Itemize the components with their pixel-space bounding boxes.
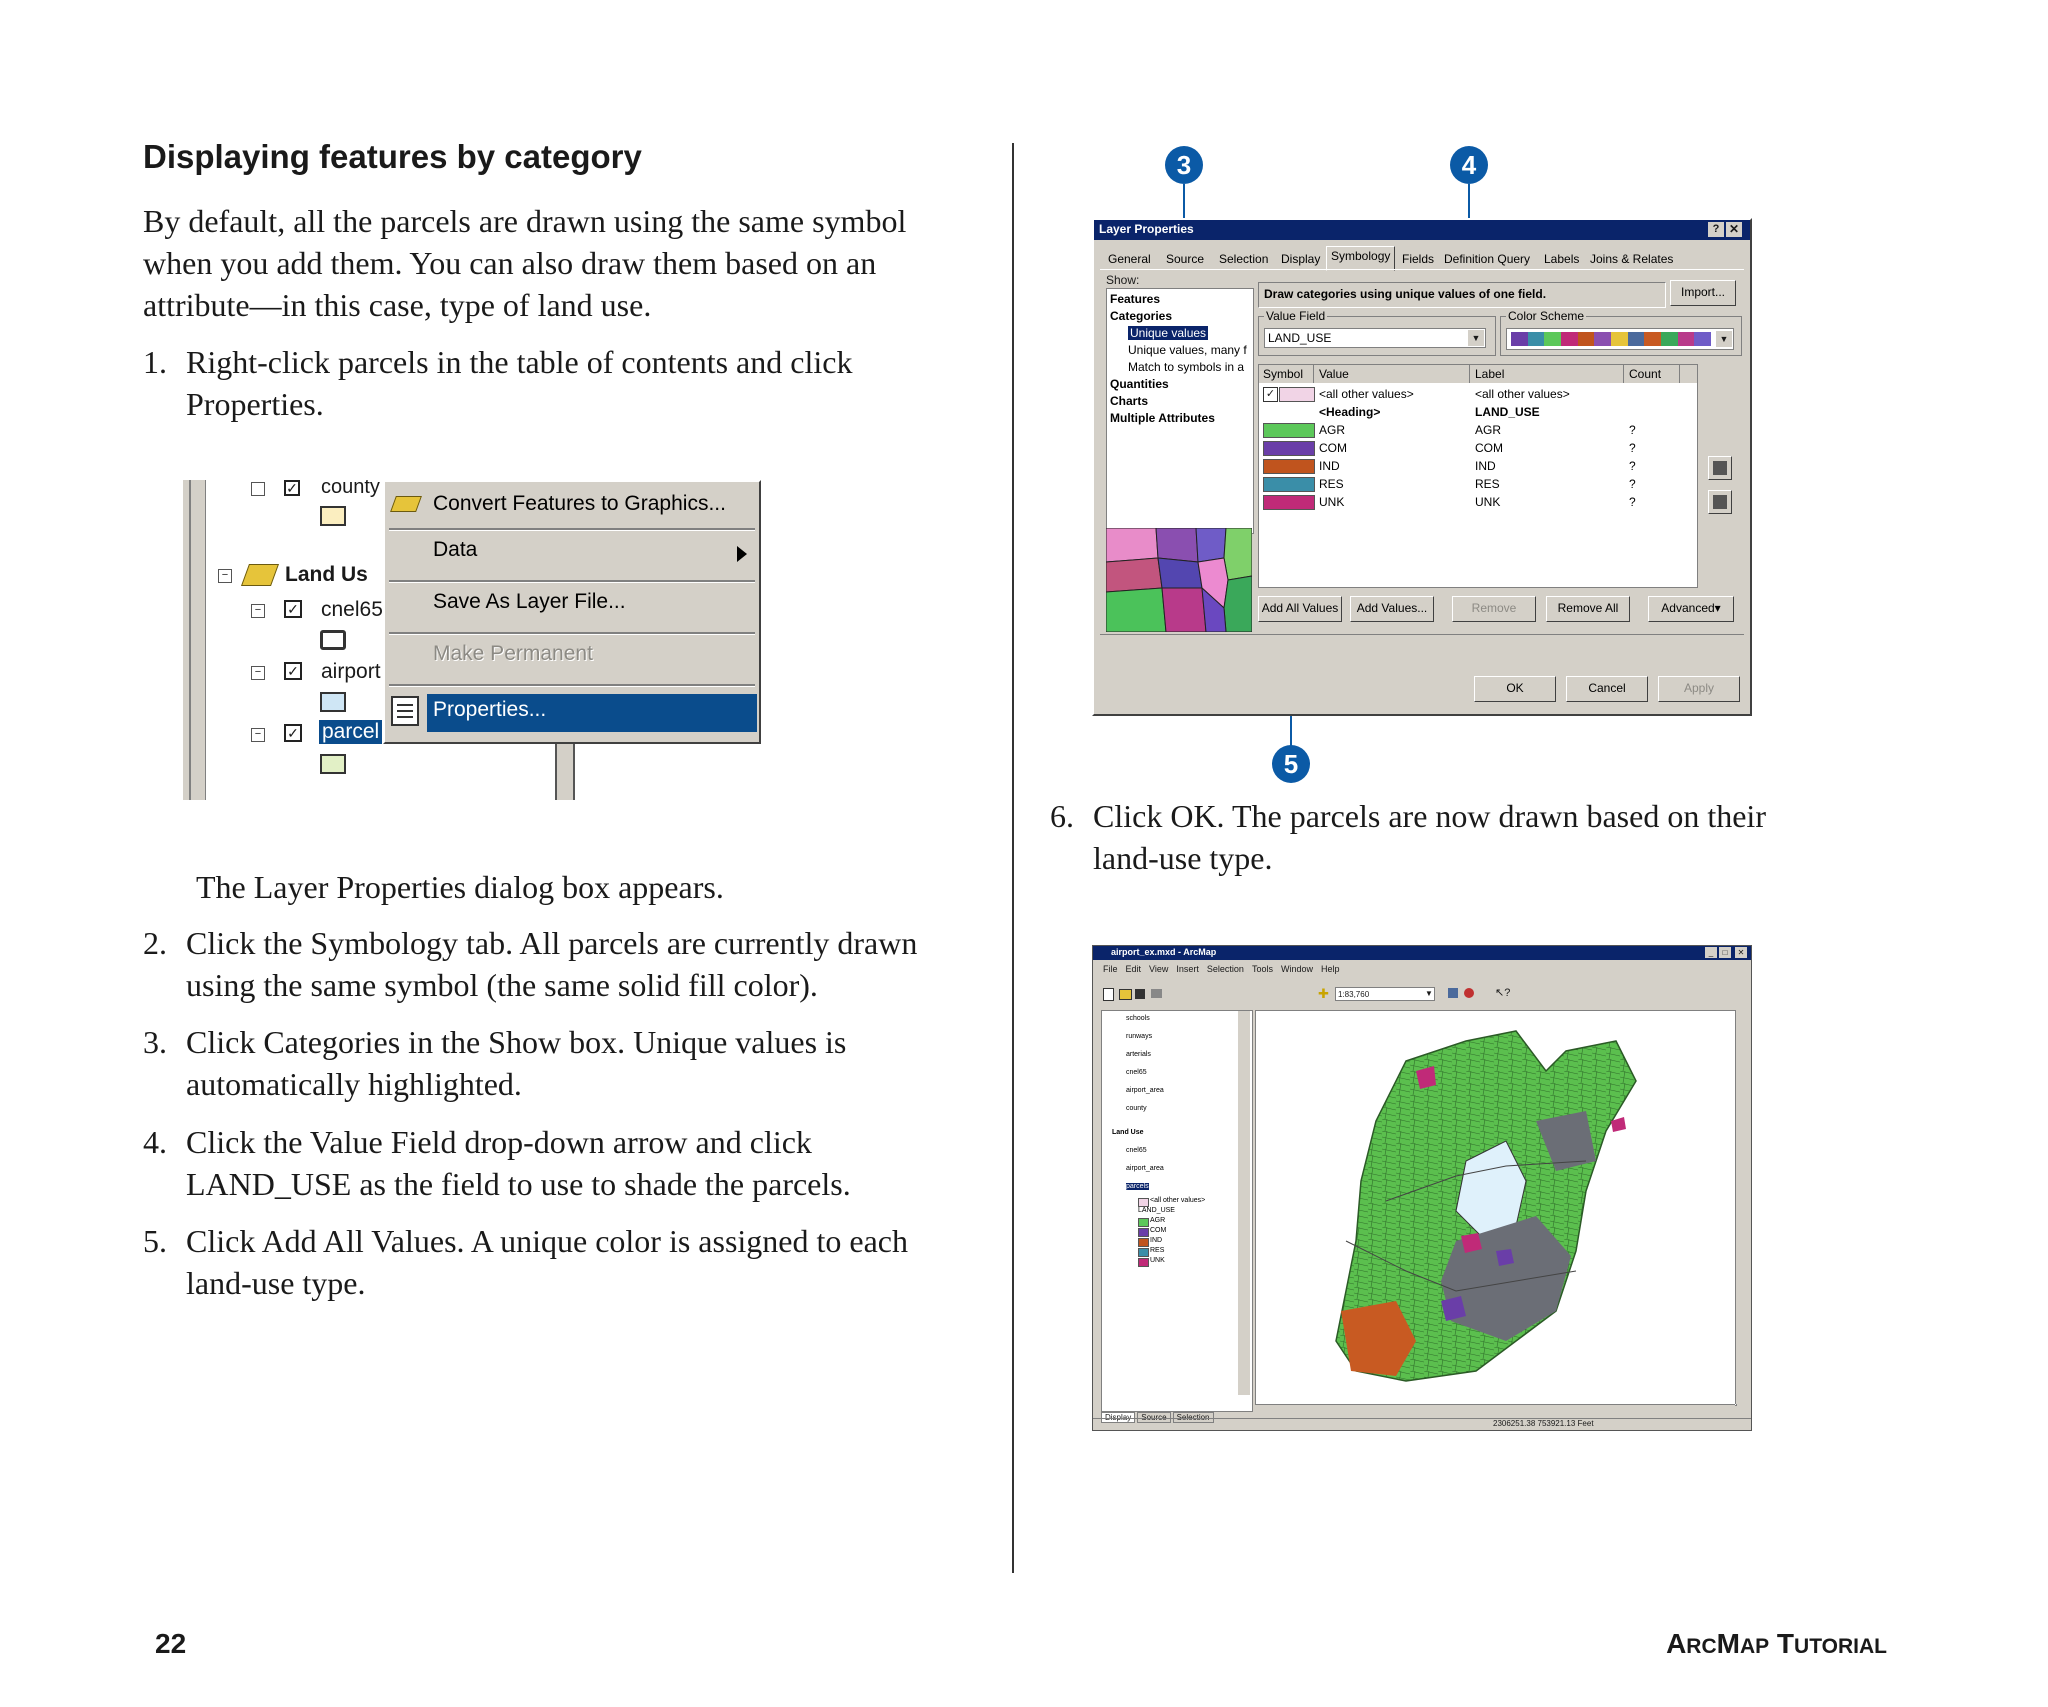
menu-help[interactable]: Help <box>1320 964 1340 974</box>
color-ramp-swatch <box>1594 332 1611 346</box>
step-number: 3. <box>143 1024 167 1060</box>
properties-icon <box>391 696 419 726</box>
value-field-dropdown[interactable] <box>1264 328 1486 348</box>
step-4 <box>143 1121 1003 1211</box>
tab-fields[interactable]: Fields <box>1402 252 1435 266</box>
add-data-icon[interactable]: ✚ <box>1318 986 1329 1001</box>
symbol-swatch[interactable] <box>1279 387 1315 402</box>
menu-view[interactable]: View <box>1149 964 1169 974</box>
color-ramp-swatch <box>1544 332 1561 346</box>
step-line: Properties. <box>186 386 324 422</box>
toc-scrollbar[interactable] <box>183 480 206 800</box>
toc-layer[interactable]: arterials <box>1126 1051 1151 1058</box>
status-bar <box>1093 1418 1751 1431</box>
dialog-titlebar <box>1094 220 1750 240</box>
menu-item-make-permanent: Make Permanent <box>433 642 593 665</box>
show-item-charts[interactable]: Charts <box>1110 394 1149 408</box>
help-button[interactable]: ? <box>1708 222 1724 237</box>
show-item-quantities[interactable]: Quantities <box>1110 377 1169 391</box>
symbol-swatch[interactable] <box>1263 477 1315 492</box>
toc-layer[interactable]: IND <box>1150 1237 1163 1244</box>
import-button[interactable]: Import... <box>1670 280 1736 306</box>
tab-selection[interactable]: Selection <box>1219 252 1269 266</box>
checkbox[interactable]: ✓ <box>284 480 300 496</box>
step-line: using the same symbol (the same solid fill color). <box>186 967 818 1003</box>
intro-line: when you add them. You can also draw them based on an <box>143 245 877 281</box>
toc-label[interactable]: Land Us <box>285 563 368 586</box>
add-all-values-button[interactable]: Add All Values <box>1258 596 1342 622</box>
step-line: Click the Symbology tab. All parcels are currently drawn <box>186 925 918 961</box>
dialog-appears-text: The Layer Properties dialog box appears. <box>196 869 724 905</box>
scale-box[interactable] <box>1335 987 1435 1001</box>
menu-edit[interactable]: Edit <box>1125 964 1142 974</box>
color-ramp-swatch <box>1611 332 1628 346</box>
toc-label-selected[interactable]: parcel <box>319 720 382 744</box>
tab-definition-query[interactable]: Definition Query <box>1444 252 1531 266</box>
show-item-features[interactable]: Features <box>1110 292 1161 306</box>
toc-layer[interactable]: parcels <box>1126 1183 1149 1190</box>
menu-item-save-layer[interactable]: Save As Layer File... <box>433 590 626 613</box>
step-line: Click the Value Field drop-down arrow and click <box>186 1124 812 1160</box>
context-menu-screenshot: ✓ county − Land Us − ✓ cnel65 − ✓ airport − ✓ parcel Convert Features to Graphics... Data Save As Layer File... Make Permanent Properties... <box>183 480 763 800</box>
move-up-button[interactable] <box>1708 456 1732 480</box>
step-line: LAND_USE as the field to use to shade the parcels. <box>186 1166 851 1202</box>
checkbox[interactable]: ✓ <box>1263 387 1278 402</box>
toc-layer[interactable]: schools <box>1126 1015 1150 1022</box>
color-ramp-swatch <box>1661 332 1678 346</box>
legend-swatch <box>1138 1238 1149 1247</box>
ok-button[interactable]: OK <box>1474 676 1556 702</box>
page-number: 22 <box>155 1628 187 1659</box>
color-scheme-dropdown[interactable] <box>1506 328 1734 350</box>
tab-source[interactable]: Source <box>1166 252 1205 266</box>
step-1 <box>143 341 1003 431</box>
save-icon[interactable] <box>1135 989 1145 999</box>
dialog-title: Layer Properties <box>1099 222 1194 236</box>
advanced-button[interactable]: Advanced▾ <box>1648 596 1734 622</box>
toc-tab-selection[interactable]: Selection <box>1173 1412 1214 1423</box>
color-ramp-swatch <box>1694 332 1711 346</box>
table-row[interactable]: AGR AGR ? <box>1259 421 1697 439</box>
toc-layer[interactable]: cnel65 <box>1126 1147 1147 1154</box>
menu-file[interactable]: File <box>1103 964 1118 974</box>
show-label: Show: <box>1106 273 1140 287</box>
column-header-value[interactable]: Value <box>1319 367 1349 381</box>
toc-layer[interactable]: AGR <box>1150 1217 1166 1224</box>
move-down-button[interactable] <box>1708 490 1732 514</box>
remove-all-button[interactable]: Remove All <box>1546 596 1630 622</box>
symbol-swatch[interactable] <box>1263 495 1315 510</box>
toc-label[interactable]: cnel65 <box>321 598 383 621</box>
toc-layer[interactable]: RES <box>1150 1247 1165 1254</box>
step-3 <box>143 1021 1003 1111</box>
identify-icon[interactable]: ↖? <box>1495 987 1511 999</box>
toc-layer[interactable]: county <box>1126 1105 1147 1112</box>
toc-layer[interactable]: COM <box>1150 1227 1167 1234</box>
color-ramp-swatch <box>1561 332 1578 346</box>
callout-4: 4 <box>1450 146 1488 184</box>
map-scrollbar-horizontal[interactable] <box>1255 1404 1735 1417</box>
context-menu <box>383 480 761 744</box>
legend-swatch <box>1138 1218 1149 1227</box>
menu-item-data[interactable]: Data <box>433 538 478 561</box>
toc-label[interactable]: county <box>321 480 380 498</box>
menu-item-properties[interactable]: Properties... <box>433 698 547 721</box>
step-line: Click Categories in the Show box. Unique values is <box>186 1024 847 1060</box>
tab-labels[interactable]: Labels <box>1544 252 1580 266</box>
color-ramp-swatch <box>1578 332 1595 346</box>
apply-button: Apply <box>1658 676 1740 702</box>
toc-panel <box>1101 1010 1253 1412</box>
legend-swatch <box>1138 1198 1149 1207</box>
step-line: land-use type. <box>1093 840 1273 876</box>
callout-3: 3 <box>1165 146 1203 184</box>
print-icon[interactable] <box>1151 989 1162 998</box>
toc-layer[interactable]: <all other values> <box>1150 1197 1206 1204</box>
dropdown-arrow-icon[interactable]: ▼ <box>1716 331 1732 347</box>
toc-layer[interactable]: airport_area <box>1126 1165 1164 1172</box>
step-number: 6. <box>1050 798 1074 834</box>
step-line: Click Add All Values. A unique color is assigned to each <box>186 1223 908 1259</box>
page-heading: Displaying features by category <box>143 138 642 175</box>
categories-table <box>1258 364 1698 588</box>
step-number: 2. <box>143 925 167 961</box>
table-row[interactable]: UNK UNK ? <box>1259 493 1697 511</box>
close-icon[interactable]: ✕ <box>1726 222 1742 237</box>
table-row[interactable]: RES RES ? <box>1259 475 1697 493</box>
step-2 <box>143 922 1003 1012</box>
symbol-swatch[interactable] <box>1263 423 1315 438</box>
tab-symbology[interactable]: Symbology <box>1326 246 1395 271</box>
legend-swatch <box>1138 1248 1149 1257</box>
dropdown-arrow-icon[interactable]: ▼ <box>1468 330 1484 346</box>
column-header-label[interactable]: Label <box>1475 367 1505 381</box>
dropdown-arrow-icon[interactable]: ▼ <box>1425 989 1433 998</box>
show-item-multiple[interactable]: Multiple Attributes <box>1110 411 1215 425</box>
intro-paragraph <box>143 200 906 326</box>
toc-layer[interactable]: LAND_USE <box>1138 1207 1175 1214</box>
maximize-icon[interactable]: □ <box>1719 947 1731 958</box>
show-item-categories[interactable]: Categories <box>1110 309 1173 323</box>
toc-tab-display[interactable]: Display <box>1101 1412 1135 1423</box>
toc-layer[interactable]: Land Use <box>1112 1129 1144 1136</box>
tab-joins[interactable]: Joins & Relates <box>1590 252 1674 266</box>
step-5 <box>143 1220 1003 1310</box>
close-icon[interactable]: ✕ <box>1735 947 1747 958</box>
menu-item-convert[interactable]: Convert Features to Graphics... <box>433 492 726 515</box>
map-scrollbar-vertical[interactable] <box>1735 1010 1748 1404</box>
tab-display[interactable]: Display <box>1281 252 1321 266</box>
coordinates: 2306251.38 753921.13 Feet <box>1493 1419 1594 1428</box>
show-item-match-symbols[interactable]: Match to symbols in a <box>1128 360 1245 374</box>
table-row[interactable]: IND IND ? <box>1259 457 1697 475</box>
map-view[interactable] <box>1255 1010 1737 1406</box>
cancel-button[interactable]: Cancel <box>1566 676 1648 702</box>
column-header-symbol[interactable]: Symbol <box>1263 367 1304 381</box>
checkbox[interactable]: ✓ <box>284 724 302 742</box>
color-scheme-label: Color Scheme <box>1508 309 1585 323</box>
intro-line: By default, all the parcels are drawn using the same symbol <box>143 203 907 239</box>
preview-map <box>1106 528 1252 632</box>
color-ramp-swatch <box>1644 332 1661 346</box>
toolbar <box>1103 986 1511 1002</box>
table-row[interactable]: <Heading> LAND_USE <box>1319 405 1540 419</box>
checkbox[interactable]: ✓ <box>284 662 302 680</box>
legend-swatch <box>1138 1258 1149 1267</box>
column-divider <box>1012 143 1014 1573</box>
add-values-button[interactable]: Add Values... <box>1350 596 1434 622</box>
legend-swatch <box>1138 1228 1149 1237</box>
editor-icon[interactable] <box>1448 988 1458 998</box>
table-row[interactable]: COM COM ? <box>1259 439 1697 457</box>
convert-features-icon <box>390 496 422 512</box>
toc-layer[interactable]: runways <box>1126 1033 1153 1040</box>
step-number: 4. <box>143 1124 167 1160</box>
color-ramp-swatch <box>1628 332 1645 346</box>
minimize-icon[interactable]: _ <box>1705 947 1717 958</box>
layer-properties-dialog <box>1092 218 1752 716</box>
remove-button: Remove <box>1452 596 1536 622</box>
color-ramp-swatch <box>1511 332 1528 346</box>
book-title: ARCMAP TUTORIAL <box>1666 1628 1887 1659</box>
color-ramp <box>1511 332 1711 346</box>
new-icon[interactable] <box>1103 988 1114 1001</box>
advanced-label: Advanced <box>1661 601 1715 615</box>
step-line: land-use type. <box>186 1265 366 1301</box>
renderer-description: Draw categories using unique values of one field. <box>1264 287 1547 301</box>
menu-selection[interactable]: Selection <box>1206 964 1244 974</box>
menu-bar <box>1103 964 1339 974</box>
table-row[interactable]: <all other values> <all other values> <box>1259 385 1697 403</box>
symbol-swatch[interactable] <box>1263 441 1315 456</box>
show-item-unique-values[interactable]: Unique values <box>1130 326 1207 340</box>
step-number: 1. <box>143 344 167 380</box>
step-6 <box>1050 795 2010 885</box>
color-ramp-swatch <box>1678 332 1695 346</box>
step-line: Click OK. The parcels are now drawn based on their <box>1093 798 1766 834</box>
submenu-arrow-icon <box>737 546 747 562</box>
tool-icon[interactable] <box>1464 988 1474 998</box>
toc-layer[interactable]: cnel65 <box>1126 1069 1147 1076</box>
symbol-swatch[interactable] <box>1263 459 1315 474</box>
value-field-label: Value Field <box>1266 309 1326 323</box>
arcmap-window <box>1092 945 1752 1431</box>
callout-5: 5 <box>1272 745 1310 783</box>
checkbox[interactable]: ✓ <box>284 600 302 618</box>
step-line: automatically highlighted. <box>186 1066 522 1102</box>
menu-window[interactable]: Window <box>1280 964 1313 974</box>
toc-scrollbar[interactable] <box>1238 1011 1250 1395</box>
column-header-count[interactable]: Count <box>1629 367 1662 381</box>
show-item-unique-many[interactable]: Unique values, many f <box>1128 343 1247 357</box>
open-icon[interactable] <box>1119 989 1132 1000</box>
scale-value: 1:83,760 <box>1338 990 1370 999</box>
intro-line: attribute—in this case, type of land use. <box>143 287 652 323</box>
toc-label[interactable]: airport <box>321 660 381 683</box>
menu-tools[interactable]: Tools <box>1251 964 1273 974</box>
toc-tab-source[interactable]: Source <box>1137 1412 1170 1423</box>
color-ramp-swatch <box>1528 332 1545 346</box>
step-line: Right-click parcels in the table of contents and click <box>186 344 853 380</box>
arcmap-titlebar <box>1093 946 1751 960</box>
tab-general[interactable]: General <box>1108 252 1151 266</box>
toc-layer[interactable]: UNK <box>1150 1257 1165 1264</box>
toc-layer[interactable]: airport_area <box>1126 1087 1164 1094</box>
arcmap-title: airport_ex.mxd - ArcMap <box>1111 947 1217 957</box>
menu-insert[interactable]: Insert <box>1176 964 1199 974</box>
step-number: 5. <box>143 1223 167 1259</box>
value-field-value: LAND_USE <box>1268 331 1332 345</box>
